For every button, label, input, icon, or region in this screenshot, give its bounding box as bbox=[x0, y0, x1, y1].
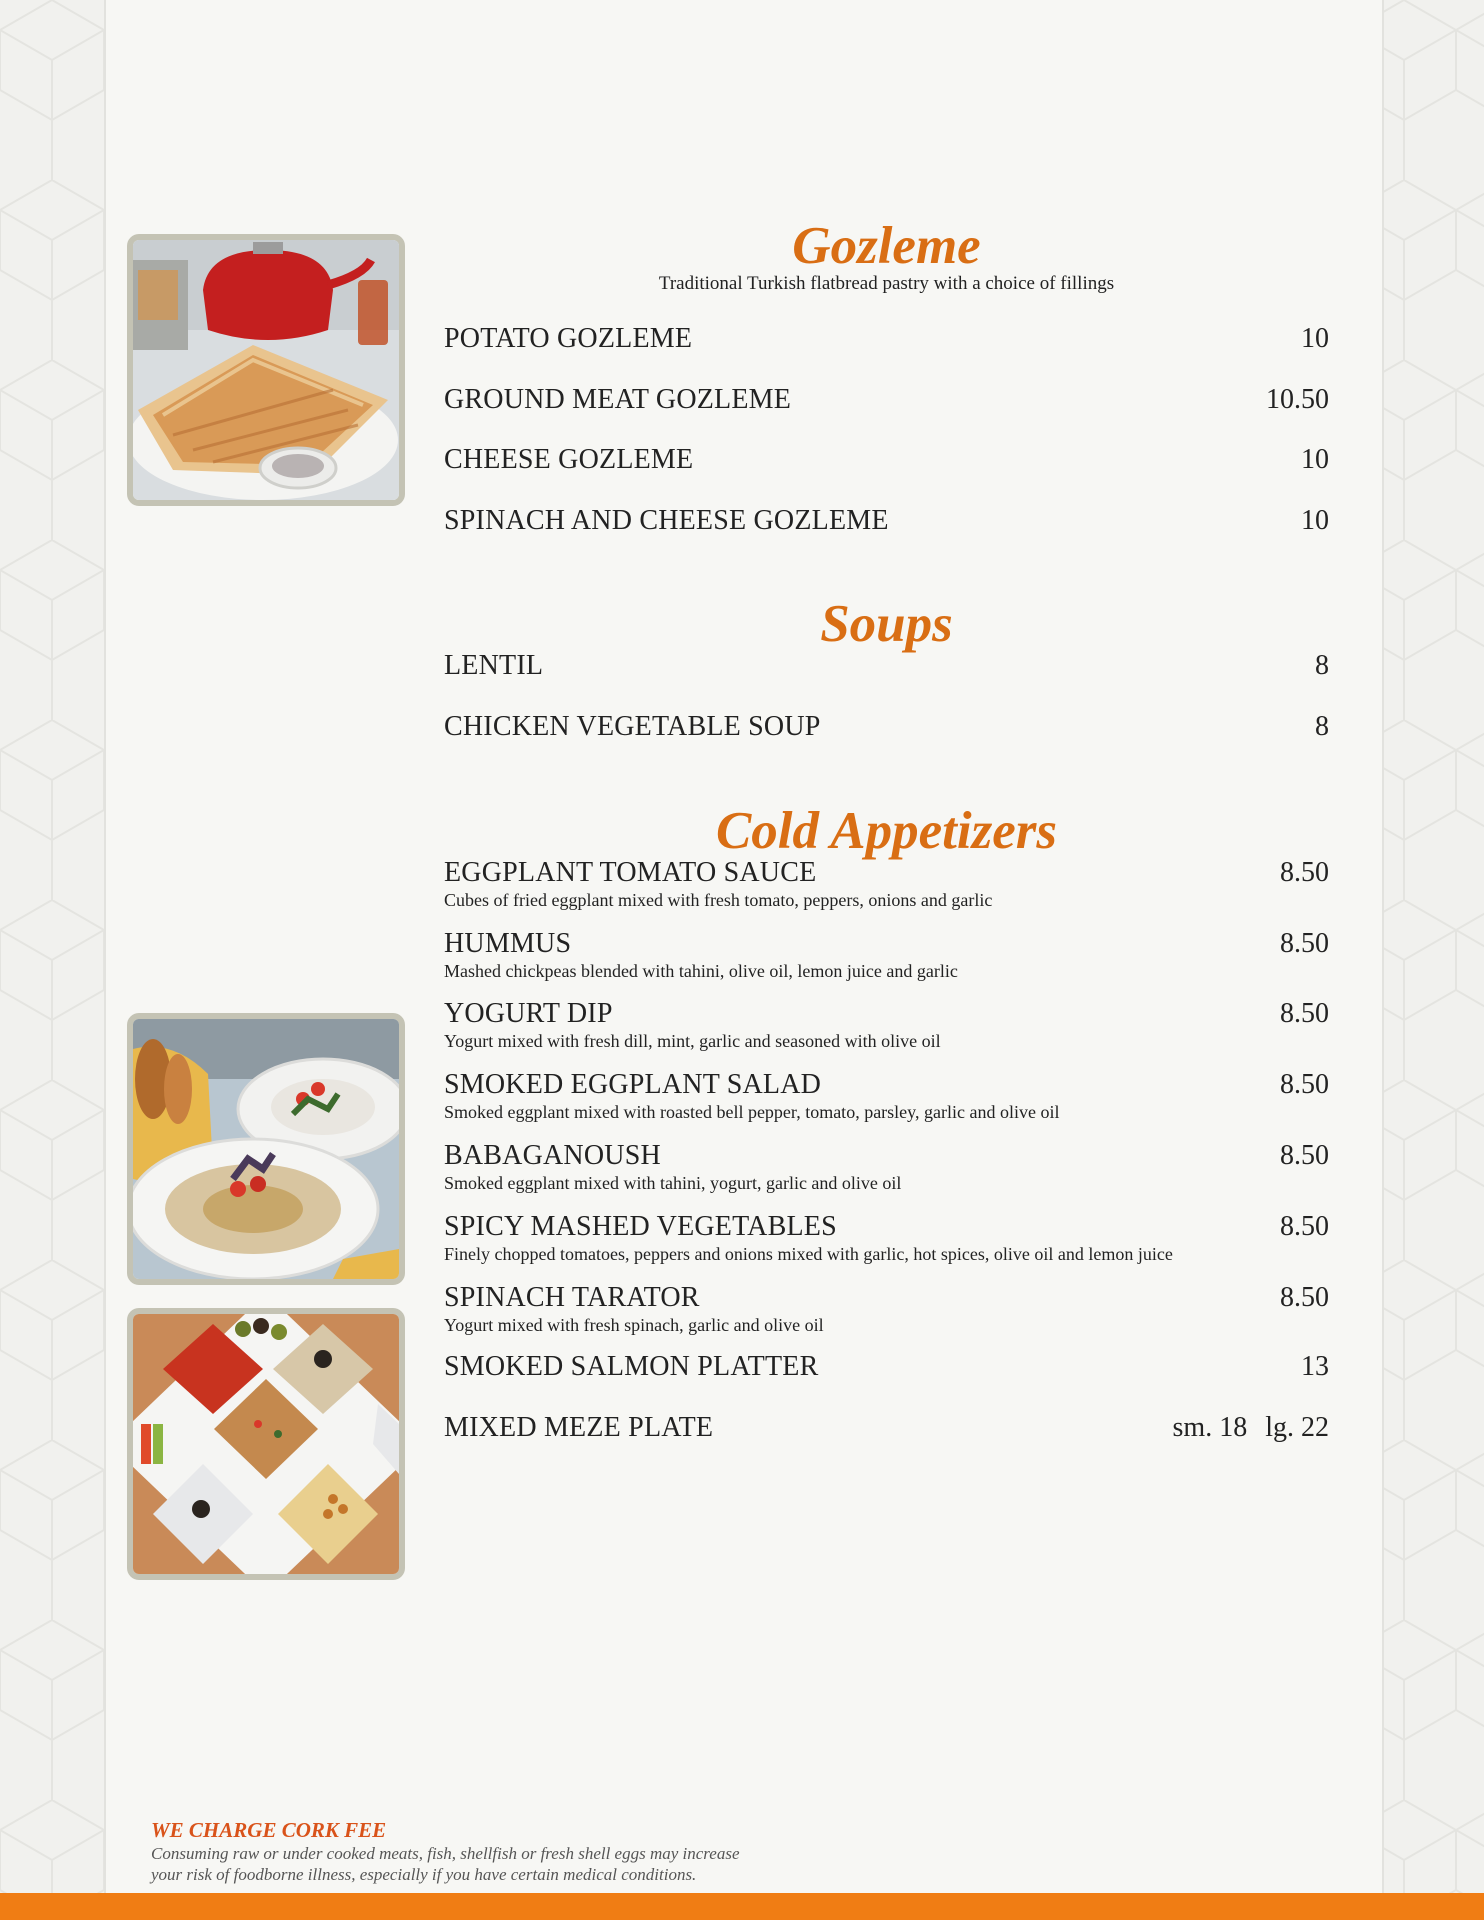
item-price: 8.50 bbox=[1280, 857, 1329, 888]
menu-item bbox=[444, 1281, 1329, 1335]
bottom-accent-bar bbox=[0, 1893, 1484, 1920]
food-safety-warning-line-2: your risk of foodborne illness, especially if you have certain medical conditions. bbox=[151, 1865, 697, 1884]
turkish-tea-and-gozleme-photo bbox=[127, 234, 405, 506]
item-description: Yogurt mixed with fresh spinach, garlic and olive oil bbox=[444, 1315, 824, 1335]
mixed-meze-image bbox=[133, 1314, 399, 1574]
cold-appetizers-section-title: Cold Appetizers bbox=[715, 802, 1058, 860]
item-price: 8 bbox=[1315, 650, 1329, 681]
menu-item bbox=[444, 649, 1329, 683]
item-name: HUMMUS bbox=[444, 928, 572, 959]
item-description: Yogurt mixed with fresh dill, mint, garlic and seasoned with olive oil bbox=[444, 1031, 941, 1051]
item-name: YOGURT DIP bbox=[444, 998, 613, 1029]
item-price: 8 bbox=[1315, 711, 1329, 742]
item-price: 8.50 bbox=[1280, 1282, 1329, 1313]
menu-item bbox=[444, 710, 1329, 744]
item-name: SPICY MASHED VEGETABLES bbox=[444, 1211, 837, 1242]
item-price: 8.50 bbox=[1280, 928, 1329, 959]
footer bbox=[151, 1817, 740, 1885]
gozleme-image bbox=[133, 240, 399, 500]
item-description: Mashed chickpeas blended with tahini, olive oil, lemon juice and garlic bbox=[444, 961, 958, 981]
item-name: GROUND MEAT GOZLEME bbox=[444, 384, 792, 415]
item-name: EGGPLANT TOMATO SAUCE bbox=[444, 857, 817, 888]
meze-dips-image bbox=[133, 1019, 399, 1279]
menu-item bbox=[444, 383, 1329, 417]
cork-fee-notice: WE CHARGE CORK FEE bbox=[151, 1818, 387, 1842]
item-price-group bbox=[1173, 1411, 1329, 1445]
item-description: Finely chopped tomatoes, peppers and onions mixed with garlic, hot spices, olive oil and lemon juice bbox=[444, 1244, 1173, 1264]
item-price-large: lg. 22 bbox=[1265, 1412, 1329, 1443]
menu-item bbox=[444, 504, 1329, 538]
food-safety-warning-line-1: Consuming raw or under cooked meats, fish, shellfish or fresh shell eggs may increase bbox=[151, 1844, 740, 1863]
menu-item bbox=[444, 443, 1329, 477]
soups-section-title: Soups bbox=[820, 595, 953, 653]
menu-item bbox=[444, 1139, 1329, 1193]
item-description: Smoked eggplant mixed with tahini, yogurt, garlic and olive oil bbox=[444, 1173, 902, 1193]
item-price: 8.50 bbox=[1280, 998, 1329, 1029]
menu-item bbox=[444, 322, 1329, 356]
gozleme-section-title: Gozleme bbox=[792, 217, 981, 275]
item-description: Smoked eggplant mixed with roasted bell pepper, tomato, parsley, garlic and olive oil bbox=[444, 1102, 1060, 1122]
item-price: 8.50 bbox=[1280, 1069, 1329, 1100]
item-price: 13 bbox=[1301, 1351, 1329, 1382]
menu-item bbox=[444, 927, 1329, 981]
gozleme-section-description: Traditional Turkish flatbread pastry with a choice of fillings bbox=[658, 273, 1115, 294]
item-name: POTATO GOZLEME bbox=[444, 323, 693, 354]
menu-item bbox=[444, 1350, 1329, 1384]
item-name: SMOKED SALMON PLATTER bbox=[444, 1351, 819, 1382]
item-price-small: sm. 18 bbox=[1172, 1412, 1248, 1443]
item-description: Cubes of fried eggplant mixed with fresh tomato, peppers, onions and garlic bbox=[444, 890, 993, 910]
item-name: SMOKED EGGPLANT SALAD bbox=[444, 1069, 822, 1100]
mixed-meze-platter-photo bbox=[127, 1308, 405, 1580]
menu-item bbox=[444, 856, 1329, 910]
item-price: 10 bbox=[1301, 444, 1329, 475]
item-name: LENTIL bbox=[444, 650, 544, 681]
item-name: CHICKEN VEGETABLE SOUP bbox=[444, 711, 821, 742]
item-name: MIXED MEZE PLATE bbox=[444, 1412, 714, 1443]
item-price: 8.50 bbox=[1280, 1140, 1329, 1171]
menu-item bbox=[444, 1411, 1329, 1445]
item-price: 10 bbox=[1301, 323, 1329, 354]
menu-item bbox=[444, 1068, 1329, 1122]
item-price: 10.50 bbox=[1266, 384, 1329, 415]
item-name: SPINACH TARATOR bbox=[444, 1282, 700, 1313]
item-name: SPINACH AND CHEESE GOZLEME bbox=[444, 505, 889, 536]
item-name: BABAGANOUSH bbox=[444, 1140, 661, 1171]
menu-item bbox=[444, 997, 1329, 1051]
item-price: 8.50 bbox=[1280, 1211, 1329, 1242]
meze-dips-photo bbox=[127, 1013, 405, 1285]
item-name: CHEESE GOZLEME bbox=[444, 444, 694, 475]
menu-item bbox=[444, 1210, 1329, 1264]
item-price: 10 bbox=[1301, 505, 1329, 536]
